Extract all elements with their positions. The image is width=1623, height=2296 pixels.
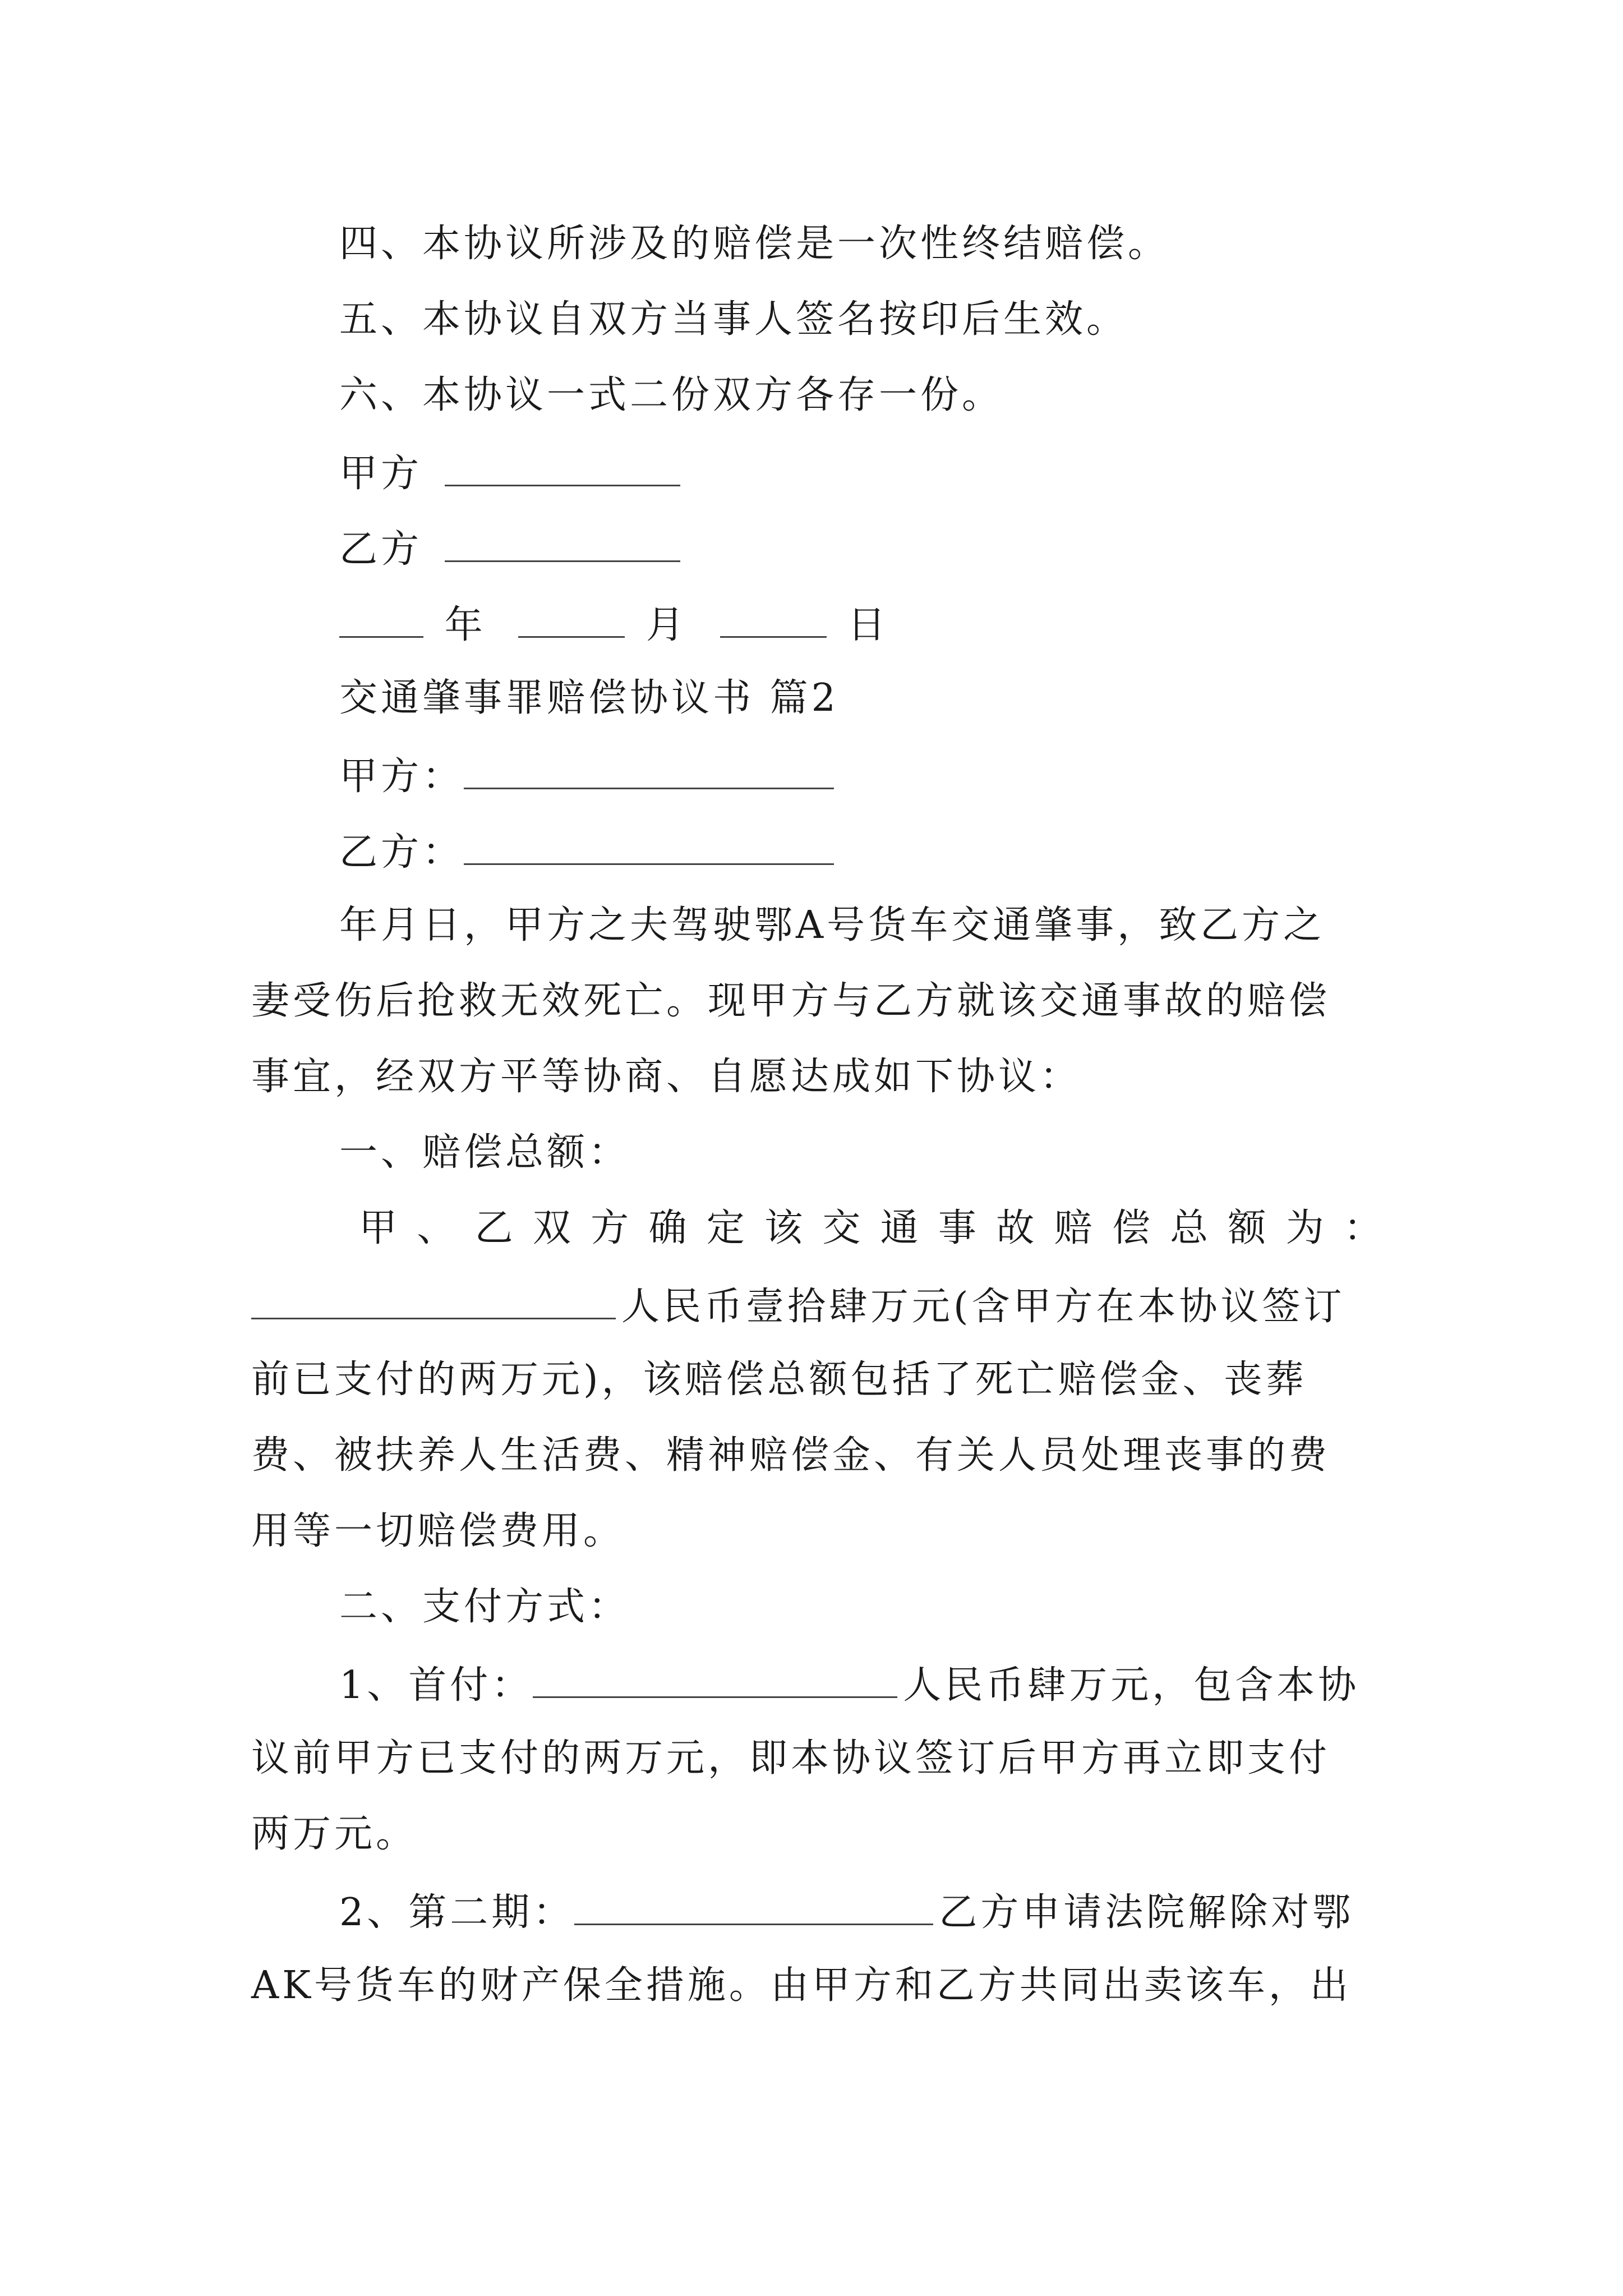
payment-2-line-2: AK号货车的财产保全措施。由甲方和乙方共同出卖该车，出 [251, 1963, 1352, 2008]
clause-six: 六、本协议一式二份双方各存一份。 [339, 373, 1004, 417]
payment-2-label: 2、第二期： [339, 1890, 575, 1935]
party-b-label: 乙方 [339, 527, 423, 572]
item1-line-2 [251, 1282, 1345, 1329]
s2-party-b-blank [464, 827, 834, 865]
day-label: 日 [847, 603, 889, 647]
payment-1-tail: 人民币肆万元，包含本协 [903, 1663, 1360, 1708]
payment-1-label: 1、首付： [339, 1663, 533, 1708]
section2-party-a [339, 752, 840, 799]
total-amount-blank [251, 1282, 616, 1319]
party-a-blank [445, 449, 680, 486]
payment-2-tail: 乙方申请法院解除对鄂 [939, 1890, 1354, 1935]
section2-party-b [339, 827, 840, 875]
month-label: 月 [645, 603, 688, 647]
payment-1-line-3: 两万元。 [251, 1812, 418, 1856]
item1-line-5: 用等一切赔偿费用。 [251, 1509, 625, 1553]
month-blank [518, 600, 625, 638]
item1-heading: 一、赔偿总额： [339, 1130, 630, 1175]
clause-five: 五、本协议自双方当事人签名按印后生效。 [339, 297, 1128, 342]
signature-party-a [339, 449, 686, 496]
item1-line-4: 费、被扶养人生活费、精神赔偿金、有关人员处理丧事的费 [251, 1433, 1331, 1478]
payment-2-blank [574, 1888, 933, 1925]
payment-1-blank [533, 1660, 897, 1698]
item1-line-1: 甲、乙双方确定该交通事故赔偿总额为： [359, 1206, 1385, 1250]
s2-party-a-blank [464, 752, 834, 789]
item2-heading: 二、支付方式： [339, 1585, 630, 1629]
payment-1-line-2: 议前甲方已支付的两万元，即本协议签订后甲方再立即支付 [251, 1736, 1331, 1780]
s2-party-b-label: 乙方： [339, 830, 464, 875]
payment-2-line-1 [339, 1888, 1354, 1935]
date-line [339, 600, 889, 648]
signature-party-b [339, 524, 686, 572]
year-label: 年 [444, 603, 486, 647]
section-heading: 交通肇事罪赔偿协议书 篇2 [339, 676, 839, 720]
party-b-blank [445, 524, 680, 562]
payment-1-line-1 [339, 1660, 1359, 1708]
year-blank [339, 600, 423, 638]
item1-line-3: 前已支付的两万元)，该赔偿总额包括了死亡赔偿金、丧葬 [251, 1358, 1307, 1402]
intro-line-3: 事宜，经双方平等协商、自愿达成如下协议： [251, 1055, 1082, 1099]
intro-line-1: 年月日，甲方之夫驾驶鄂A号货车交通肇事，致乙方之 [339, 903, 1325, 947]
intro-line-2: 妻受伤后抢救无效死亡。现甲方与乙方就该交通事故的赔偿 [251, 979, 1331, 1023]
clause-four: 四、本协议所涉及的赔偿是一次性终结赔偿。 [339, 222, 1170, 266]
party-a-label: 甲方 [339, 452, 423, 496]
item1-line-2-text: 人民币壹拾肆万元(含甲方在本协议签订 [621, 1285, 1345, 1329]
day-blank [720, 600, 827, 638]
s2-party-a-label: 甲方： [339, 754, 464, 799]
